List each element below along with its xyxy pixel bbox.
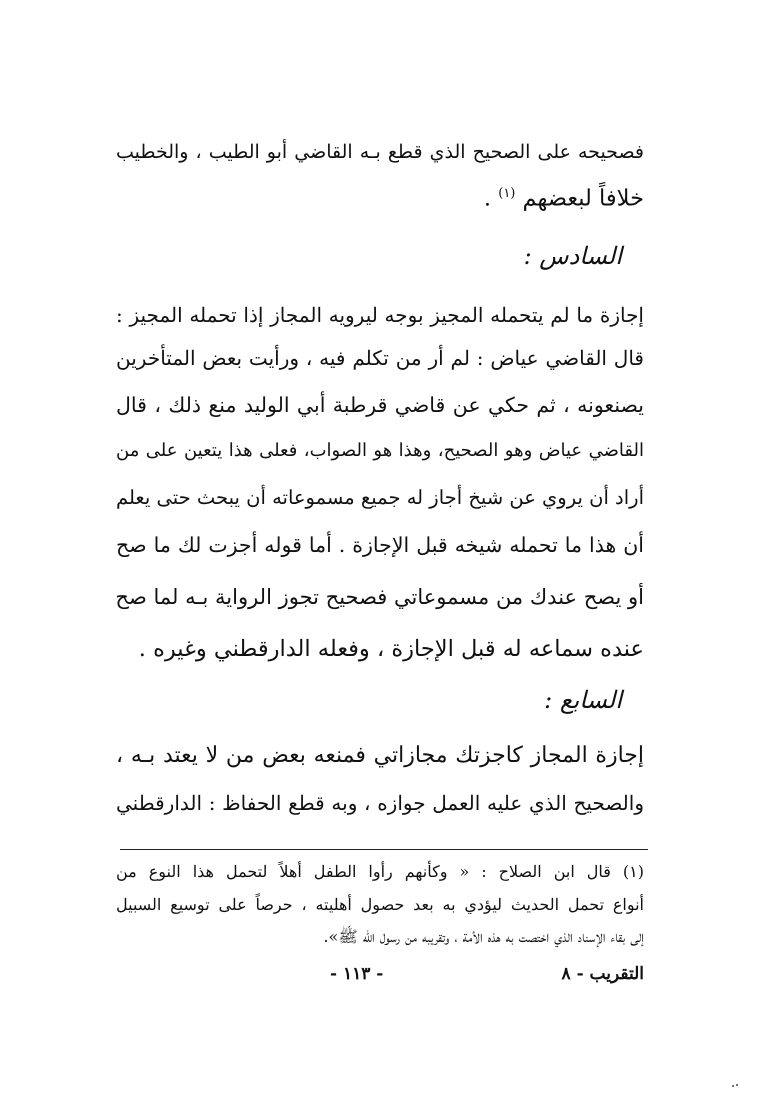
section-heading-seventh: السابع :: [544, 686, 622, 714]
footnote-line: إلى بقاء الإسناد الذي اختصت به هذه الأمة ، وتقريبه من رسول الله ﷺ».: [323, 927, 644, 946]
text-line: قال القاضي عياض : لم أر من تكلم فيه ، ورأيت بعض المتأخرين: [116, 346, 644, 370]
section-heading-sixth: السادس :: [523, 242, 622, 270]
footnote-reference: (١): [498, 186, 516, 201]
text-line: أراد أن يروي عن شيخ أجاز له جميع مسموعاته أن يبحث حتى يعلم: [116, 486, 644, 509]
text-line: أن هذا ما تحمله شيخه قبل الإجازة . أما قوله أجزت لك ما صح: [116, 533, 644, 557]
footnote-line: (١) قال ابن الصلاح : « وكأنهم رأوا الطفل أهلاً لتحمل هذا النوع من: [116, 862, 644, 881]
text-line: إجازة ما لم يتحمله المجيز بوجه ليرويه المجاز إذا تحمله المجيز :: [116, 303, 644, 327]
footnote-divider: [120, 849, 648, 850]
text-line: فصحيحه على الصحيح الذي قطع بـه القاضي أبو الطيب ، والخطيب: [116, 141, 644, 163]
text-line: أو يصح عندك من مسموعاتي فصحيح تجوز الرواية بـه لما صح: [115, 585, 644, 609]
text-line: [116, 177, 644, 216]
text-line: يصنعونه ، ثم حكي عن قاضي قرطبة أبي الوليد منع ذلك ، قال: [116, 393, 644, 417]
book-signature: التقريب - ٨: [561, 964, 644, 984]
footnote-line: أنواع تحمل الحديث ليؤدي به بعد حصول أهليته ، حرصاً على توسيع السبيل: [116, 895, 644, 914]
text-line: عنده سماعه له قبل الإجازة ، وفعله الدارقطني وغيره .: [138, 636, 644, 662]
print-speck: [732, 1084, 738, 1087]
text-fragment: .: [483, 185, 492, 212]
page-number: - ١١٣ -: [330, 964, 384, 984]
text-line: والصحيح الذي عليه العمل جوازه ، وبه قطع الحفاظ : الدارقطني: [116, 791, 644, 815]
text-fragment: خلافاً لبعضهم: [522, 185, 644, 212]
text-line: إجازة المجاز كاجزتك مجازاتي فمنعه بعض من لا يعتد بـه ،: [116, 743, 644, 768]
text-line: القاضي عياض وهو الصحيح، وهذا هو الصواب، فعلى هذا يتعين على من: [116, 440, 644, 461]
